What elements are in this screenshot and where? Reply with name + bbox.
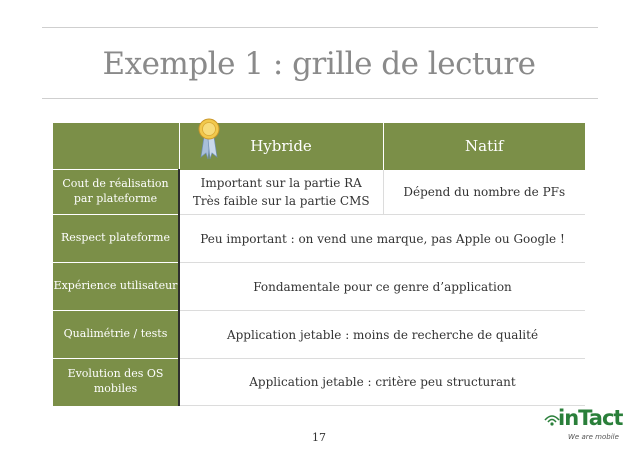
page-number: 17 <box>312 431 326 444</box>
logo-in: in <box>558 406 579 430</box>
hybride-cost-line1: Important sur la partie RA <box>200 175 362 190</box>
slide-title: Exemple 1 : grille de lecture <box>102 46 536 82</box>
header-hybride <box>179 123 383 170</box>
table-row <box>53 311 585 359</box>
header-natif-label: Natif <box>465 137 504 156</box>
table-row <box>53 215 585 263</box>
hybride-cost-line2: Très faible sur la partie CMS <box>192 193 370 208</box>
row-label: Evolution des OS mobiles <box>53 359 179 406</box>
header-hybride-label: Hybride <box>250 137 312 156</box>
logo-tagline: We are mobile <box>568 433 619 441</box>
top-divider <box>42 27 598 28</box>
row-value: Peu important : on vend une marque, pas Apple ou Google ! <box>179 215 585 263</box>
table-header-row <box>53 123 585 170</box>
title-divider <box>42 98 598 99</box>
logo-wordmark <box>558 406 622 430</box>
row-value: Application jetable : critère peu structurant <box>179 359 585 406</box>
award-ribbon-icon <box>198 117 220 161</box>
table-row <box>53 263 585 311</box>
row-value: Fondamentale pour ce genre d’application <box>179 263 585 311</box>
row-label: Cout de réalisation par plateforme <box>53 170 179 215</box>
reading-grid-table <box>53 123 585 406</box>
row-label: Respect plateforme <box>53 215 179 263</box>
intact-logo <box>540 406 623 446</box>
header-corner-cell <box>53 123 179 170</box>
row-label: Qualimétrie / tests <box>53 311 179 359</box>
natif-cost-cell: Dépend du nombre de PFs <box>383 170 585 215</box>
row-label: Expérience utilisateur <box>53 263 179 311</box>
row-value: Application jetable : moins de recherche de qualité <box>179 311 585 359</box>
logo-tact: Tact <box>578 406 623 430</box>
table-row <box>53 359 585 406</box>
table-row <box>53 170 585 215</box>
hybride-cost-cell <box>179 170 383 215</box>
header-natif <box>383 123 585 170</box>
